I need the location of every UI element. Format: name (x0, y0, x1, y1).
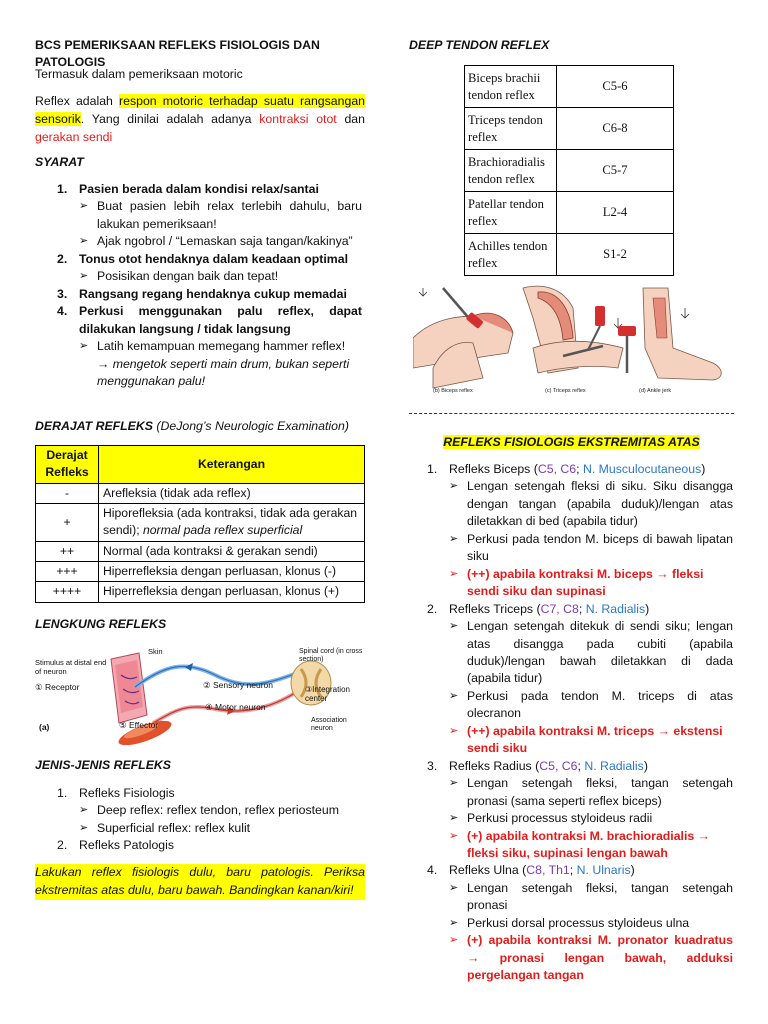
integration-center-text: Integration center (305, 685, 350, 704)
reflex-name-cell: Triceps tendon reflex (465, 108, 557, 150)
list-item (57, 303, 362, 338)
column-header: Keterangan (99, 446, 365, 484)
table-row (465, 192, 674, 234)
reflex-name: Refleks Biceps ( (449, 462, 538, 476)
sub-item (79, 802, 362, 819)
jenis-list (57, 785, 362, 855)
sub-item (79, 233, 362, 250)
sub-item-note: → mengetok seperti main drum, bukan seperti menggunakan palu! (97, 356, 350, 388)
note-box: Lakukan reflex fisiologis dulu, baru patologis. Periksa ekstremitas atas dulu, baru bawah. Bandingkan kanan/kiri! (35, 864, 365, 900)
sub-item-text: Lengan setengah ditekuk di sendi siku; lengan atas disangga pada cubiti (apabila duduk)/lengan bawah diletakkan di dada (apabila tidur) (467, 619, 733, 686)
description-text: Hiporefleksia (ada kontraksi, tidak ada gerakan sendi); (103, 505, 358, 538)
stimulus-label: Stimulus at distal end of neuron (35, 658, 107, 676)
arrow-bullet-icon: ➢ (449, 567, 459, 580)
arrow-bullet-icon: ➢ (449, 620, 459, 633)
dtr-table (464, 65, 674, 276)
level-cell: C5-7 (557, 150, 674, 192)
item-number: 1. (57, 786, 68, 800)
table-row (36, 541, 365, 561)
step-5-marker: ⑤ (119, 720, 127, 730)
definition-text: dan (336, 111, 365, 126)
reflex-title (449, 601, 649, 618)
step-3-marker: ③ (305, 685, 313, 694)
sub-item-text: Superficial reflex: reflex kulit (97, 820, 251, 835)
sub-item-text: Lengan setengah fleksi, tangan setengah pronasi (467, 880, 733, 913)
description-text: Arefleksia (tidak ada reflex) (103, 485, 251, 500)
arrow-bullet-icon: ➢ (79, 200, 89, 213)
arrow-bullet-icon: ➢ (449, 829, 459, 842)
effector-text: Effector (129, 720, 159, 730)
sub-item (449, 915, 733, 932)
list-item (427, 461, 733, 478)
sub-item-text: Ajak ngobrol / “Lemaskan saja tangan/kakinya” (97, 234, 353, 249)
reflex-name-cell: Achilles tendon reflex (465, 234, 557, 276)
sub-item-text: Perkusi pada tendon M. triceps di atas olecranon (467, 688, 733, 721)
step-1-marker: ① (35, 682, 43, 692)
sub-item (449, 810, 733, 827)
item-number: 2. (57, 838, 68, 853)
step-4-marker: ④ (205, 702, 213, 712)
reflex-name: Refleks Ulna ( (449, 863, 527, 878)
arrow-bullet-icon: ➢ (79, 804, 89, 817)
sub-item-text: Buat pasien lebih relax terlebih dahulu, baru lakukan pemeriksaan! (97, 199, 362, 231)
level-cell: S1-2 (557, 234, 674, 276)
item-text: Rangsang regang hendaknya cukup memadai (79, 286, 347, 301)
arrow-bullet-icon: ➢ (449, 689, 459, 702)
reflex-technique-illustration (413, 278, 729, 398)
arrow-bullet-icon: ➢ (449, 532, 459, 545)
reflex-close: ) (701, 462, 706, 476)
table-header-row (36, 446, 365, 484)
receptor-text: Receptor (45, 682, 80, 692)
skin-label: Skin (148, 647, 163, 656)
grade-cell: ++++ (36, 582, 99, 602)
sub-item (79, 338, 362, 390)
ankle-jerk-drawing (618, 288, 721, 380)
reflex-name-cell: Brachioradialis tendon reflex (465, 150, 557, 192)
sub-item (449, 531, 733, 566)
arrow-bullet-icon: ➢ (449, 724, 459, 737)
derajat-heading-label: DERAJAT REFLEKS (35, 419, 153, 433)
sub-item (79, 268, 362, 285)
description-text: Normal (ada kontraksi & gerakan sendi) (103, 543, 318, 558)
grade-cell: + (36, 503, 99, 541)
sub-item (449, 932, 733, 984)
ankle-jerk-caption: (d) Ankle jerk (639, 388, 672, 394)
reflex-technique-figure (413, 278, 729, 398)
reflex-title (449, 862, 635, 879)
sub-item (449, 828, 733, 863)
description-note: normal pada reflex superficial (142, 523, 303, 538)
sub-item-text: Deep reflex: reflex tendon, reflex periosteum (97, 803, 339, 818)
definition-highlight: respon motoric terhadap suatu rangsangan sensorik (35, 94, 365, 126)
motor-neuron-text: Motor neuron (215, 702, 266, 712)
arrow-bullet-icon: ➢ (449, 916, 459, 929)
motor-neuron-label (205, 701, 266, 713)
sensory-neuron-label (203, 679, 273, 691)
definition-red-text: gerakan sendi (35, 129, 113, 144)
sub-item-text: Latih kemampuan memegang hammer reflex! (97, 339, 346, 354)
step-2-marker: ② (203, 680, 211, 690)
item-number: 4. (57, 304, 68, 319)
derajat-heading (35, 418, 375, 435)
sub-item (449, 566, 733, 601)
reflex-list (427, 461, 733, 985)
list-item (427, 862, 733, 879)
derajat-table (35, 445, 365, 603)
triceps-caption: (c) Triceps reflex (545, 388, 586, 394)
reflex-nerve: N. Radialis (585, 601, 646, 616)
sub-item-text: Perkusi pada tendon M. biceps di bawah lipatan siku (467, 531, 733, 564)
panel-label: (a) (39, 722, 50, 732)
level-cell: C5-6 (557, 66, 674, 108)
sub-item (449, 775, 733, 810)
arrow-bullet-icon: ➢ (79, 340, 89, 353)
sub-item-text: Posisikan dengan baik dan tepat! (97, 269, 279, 284)
item-text: Perkusi menggunakan palu reflex, dapat dilakukan langsung / tidak langsung (79, 304, 362, 336)
grade-cell: - (36, 483, 99, 503)
table-row (465, 234, 674, 276)
result-text: (+) apabila kontraksi M. brachioradialis → fleksi siku, supinasi lengan bawah (467, 828, 710, 860)
sub-item (449, 478, 733, 530)
arrow-bullet-icon: ➢ (449, 777, 459, 790)
reflex-separator: ; (578, 601, 586, 616)
ekstremitas-heading-text: REFLEKS FISIOLOGIS EKSTREMITAS ATAS (443, 435, 700, 449)
definition-text: Reflex adalah (35, 94, 120, 108)
description-cell (99, 582, 365, 602)
biceps-caption: (b) Biceps reflex (433, 388, 473, 394)
definition-text: . Yang dinilai adalah adanya (80, 111, 260, 126)
arrow-bullet-icon: ➢ (79, 821, 89, 834)
sub-item-text: Lengan setengah fleksi, tangan setengah pronasi (sama seperti reflex biceps) (467, 776, 733, 808)
column-header: Derajat Refleks (36, 446, 99, 484)
ekstremitas-heading (409, 434, 734, 451)
sub-item (79, 198, 362, 233)
arrow-bullet-icon: ➢ (449, 881, 459, 894)
reflex-name-cell: Patellar tendon reflex (465, 192, 557, 234)
reflex-title (449, 461, 705, 478)
reflex-roots: C5, C6 (539, 758, 578, 773)
sensory-neuron-text: Sensory neuron (213, 680, 274, 690)
item-text: Pasien berada dalam kondisi relax/santai (79, 182, 319, 196)
reflex-roots: C5, C6 (537, 462, 577, 476)
triceps-reflex-drawing (523, 286, 623, 373)
item-number: 1. (57, 182, 68, 196)
description-cell (99, 503, 365, 541)
document-title: BCS PEMERIKSAAN REFLEKS FISIOLOGIS DAN PATOLOGIS (35, 38, 320, 70)
reflex-nerve: N. Ulnaris (576, 863, 631, 878)
reflex-name-cell: Biceps brachii tendon reflex (465, 66, 557, 108)
result-text: (++) apabila kontraksi M. biceps → fleksi sendi siku dan supinasi (467, 566, 704, 599)
arrow-bullet-icon: ➢ (449, 480, 459, 493)
table-row (36, 503, 365, 541)
table-row (465, 108, 674, 150)
list-item (57, 837, 362, 854)
sub-item (449, 723, 733, 758)
integration-center-label (305, 685, 365, 703)
item-number: 3. (427, 758, 438, 773)
reflex-separator: ; (576, 462, 583, 476)
receptor-label (35, 681, 80, 693)
sub-item (79, 820, 362, 837)
syarat-list (57, 181, 362, 390)
sub-item (449, 880, 733, 915)
reflex-roots: C7, C8 (540, 601, 579, 616)
arrow-bullet-icon: ➢ (449, 934, 459, 947)
item-number: 2. (57, 251, 68, 266)
effector-label (119, 719, 158, 731)
reflex-close: ) (630, 863, 635, 878)
grade-cell: ++ (36, 541, 99, 561)
list-item (57, 251, 362, 268)
biceps-reflex-drawing (413, 288, 513, 388)
dtr-heading: DEEP TENDON REFLEX (409, 38, 550, 52)
reflex-title (449, 758, 648, 775)
arrow-bullet-icon: ➢ (79, 235, 89, 248)
syarat-heading: SYARAT (35, 155, 84, 169)
list-item (57, 181, 362, 198)
list-item (57, 286, 362, 303)
level-cell: C6-8 (557, 108, 674, 150)
description-text: Hiperrefleksia dengan perluasan, klonus (-) (103, 563, 337, 578)
sub-item-text: Lengan setengah fleksi di siku. Siku disangga dengan tangan (apabila duduk)/lengan atas diletakkan di bed (apabila tidur) (467, 479, 733, 529)
item-text: Refleks Fisiologis (79, 786, 175, 800)
level-cell: L2-4 (557, 192, 674, 234)
reflex-roots: C8, Th1 (526, 863, 570, 878)
item-number: 3. (57, 286, 68, 301)
sub-item-text: Perkusi processus styloideus radii (467, 811, 653, 826)
table-row (36, 582, 365, 602)
definition-red-text: kontraksi otot (259, 111, 337, 126)
reflex-close: ) (645, 601, 650, 616)
table-row (36, 561, 365, 581)
association-neuron-label: Association neuron (311, 717, 347, 733)
item-text: Refleks Patologis (79, 838, 175, 853)
grade-cell: +++ (36, 561, 99, 581)
table-row (465, 150, 674, 192)
description-cell (99, 483, 365, 503)
reflex-arc-figure (35, 645, 365, 745)
table-row (36, 483, 365, 503)
list-item (427, 601, 733, 618)
result-text: (++) apabila kontraksi M. triceps → ekstensi sendi siku (467, 723, 723, 756)
sub-item (449, 618, 733, 688)
list-item (427, 758, 733, 775)
arrow-bullet-icon: ➢ (449, 812, 459, 825)
description-text: Hiperrefleksia dengan perluasan, klonus (+) (103, 584, 340, 599)
intro-text: Termasuk dalam pemeriksaan motoric (35, 67, 243, 81)
reflex-nerve: N. Musculocutaneous (582, 462, 702, 476)
lengkung-heading: LENGKUNG REFLEKS (35, 617, 167, 631)
section-divider (409, 413, 734, 414)
derajat-source: (DeJong’s Neurologic Examination) (156, 419, 349, 433)
reflex-name: Refleks Radius ( (449, 758, 540, 773)
sub-item-text: Perkusi dorsal processus styloideus ulna (467, 915, 690, 930)
reflex-definition (35, 93, 365, 146)
item-number: 1. (427, 462, 438, 476)
item-number: 2. (427, 601, 438, 616)
reflex-name: Refleks Triceps ( (449, 601, 541, 616)
jenis-heading: JENIS-JENIS REFLEKS (35, 758, 171, 772)
list-item (57, 785, 362, 802)
item-text: Tonus otot hendaknya dalam keadaan optimal (79, 251, 348, 266)
spinal-cord-label: Spinal cord (in cross section) (299, 648, 363, 664)
description-cell (99, 561, 365, 581)
item-number: 4. (427, 863, 438, 878)
result-text: (+) apabila kontraksi M. pronator kuadratus → pronasi lengan bawah, adduksi pergelangan tangan (467, 933, 733, 983)
reflex-separator: ; (569, 863, 577, 878)
sub-item (449, 688, 733, 723)
table-row (465, 66, 674, 108)
arrow-bullet-icon: ➢ (79, 270, 89, 283)
reflex-nerve: N. Radialis (584, 758, 644, 773)
description-cell (99, 541, 365, 561)
reflex-close: ) (643, 758, 648, 773)
reflex-separator: ; (577, 758, 585, 773)
